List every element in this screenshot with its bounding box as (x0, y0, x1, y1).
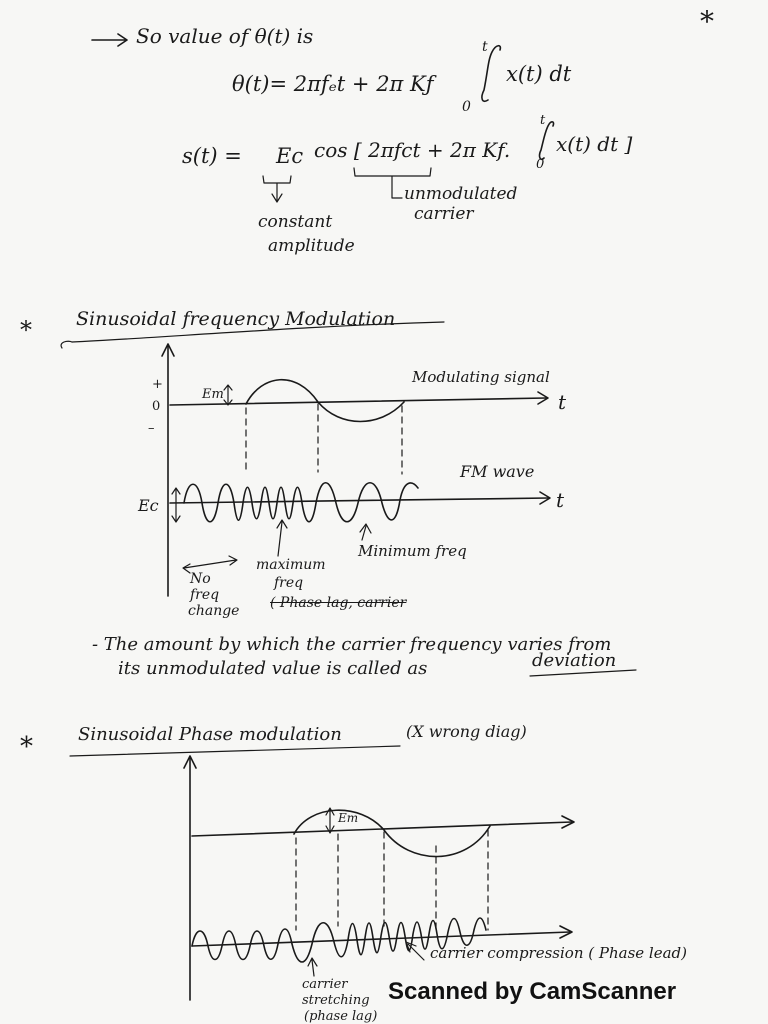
label-amplitude: amplitude (268, 236, 355, 256)
theta-intro: So value of θ(t) is (136, 24, 314, 48)
label-carrier: carrier (414, 204, 474, 224)
integral-lower-limit: 0 (462, 99, 471, 115)
st-tail: x(t) dt ] (556, 132, 633, 156)
fm-zero: 0 (152, 399, 161, 414)
pm-title: Sinusoidal Phase modulation (78, 724, 342, 745)
modulating-signal-label: Modulating signal (412, 368, 550, 386)
no-freq-line2: freq (190, 587, 220, 603)
pm-remark: (X wrong diag) (406, 722, 527, 741)
label-constant: constant (258, 212, 333, 232)
carrier-compression-label: carrier compression ( Phase lead) (430, 944, 687, 962)
pm-axes (184, 756, 574, 1000)
ec-arrow (172, 488, 180, 522)
pm-em-label: Em (338, 811, 359, 825)
st-lhs: s(t) = (182, 144, 242, 168)
pm-title-underline (70, 746, 400, 756)
carrier-stretching-line3: (phase lag) (304, 1009, 378, 1024)
carrier-stretching-line2: stretching (302, 993, 370, 1008)
fm-minus: – (148, 421, 155, 436)
em-arrow (224, 385, 232, 405)
fm-plus: + (152, 377, 163, 392)
st-int-upper: t (540, 113, 546, 128)
pm-dashed-guides (296, 830, 488, 932)
fm-em-label: Em (202, 387, 224, 402)
min-freq-label: Minimum freq (358, 542, 467, 560)
label-unmodulated: unmodulated (404, 184, 518, 204)
fm-bullet: * (20, 316, 32, 344)
max-freq-arrow (277, 520, 287, 556)
deviation-line1: - The amount by which the carrier frequency varies from (92, 634, 612, 655)
fm-wave-label: FM wave (460, 462, 535, 481)
fm-title: Sinusoidal frequency Modulation (76, 308, 396, 330)
integral-upper-limit: t (482, 39, 488, 55)
fm-ec-label: Ec (138, 496, 159, 515)
fm-dashed-guides (246, 404, 402, 474)
st-cos-part: cos [ 2πfct + 2π Kf. (314, 138, 511, 162)
deviation-line2: its unmodulated value is called as (118, 658, 428, 679)
pm-modulating-wave (294, 810, 490, 856)
phase-lag-note: ( Phase lag, carrier (270, 595, 407, 611)
pm-bullet: * (20, 732, 33, 762)
stretching-arrow (308, 958, 317, 976)
fm-t-axis-1: t (558, 390, 567, 414)
fm-t-axis-2: t (556, 488, 565, 512)
max-freq-line1: maximum (256, 557, 326, 573)
st-ec: Ec (276, 144, 304, 168)
camscanner-watermark: Scanned by CamScanner (388, 978, 677, 1005)
carrier-stretching-line1: carrier (302, 977, 348, 992)
corner-star: * (700, 5, 714, 38)
min-freq-arrow (360, 524, 371, 540)
st-int-lower: 0 (536, 157, 545, 172)
theta-equation-lhs: θ(t)= 2πfₑt + 2π Kƒ (232, 72, 434, 96)
no-freq-line3: change (188, 603, 240, 619)
no-freq-line1: No (190, 571, 211, 587)
theta-equation-rhs: x(t) dt (506, 62, 572, 86)
header-arrow (92, 34, 127, 46)
deviation-term: deviation (532, 650, 617, 671)
max-freq-line2: freq (274, 575, 304, 591)
brace-constant (263, 176, 291, 202)
